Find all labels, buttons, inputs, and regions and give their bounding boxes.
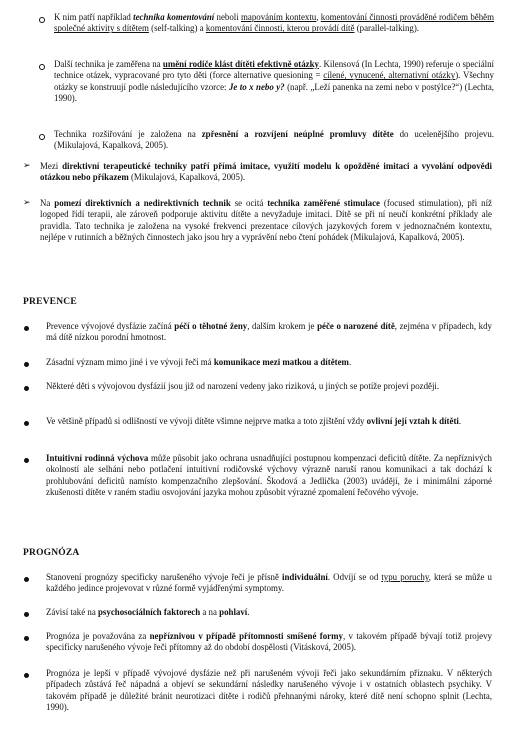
circle-bullet-icon <box>39 61 45 73</box>
paragraph-komentovani: K nim patří například technika komentování neboli mapováním kontextu, komentování činnosti prováděné rodičem běhěm společné aktivity s dítětem (self-talking) a komentování činnosti, kterou provádí dítě (parallel-talking). <box>54 12 494 34</box>
paragraph-prevence-4: Ve většině případů si odlišností ve vývoji dítěte všimne nejprve matka a toto zjištění vždy ovlivní její vztah k dítěti. <box>46 416 462 426</box>
dot-bullet-icon <box>24 359 29 370</box>
dot-bullet-icon <box>24 574 29 585</box>
arrow-bullet-icon: ➢ <box>23 198 31 208</box>
dot-bullet-icon <box>24 609 29 620</box>
heading-prevence: PREVENCE <box>23 297 77 307</box>
paragraph-direktivni: Mezi direktivní terapeutické techniky patří přímá imitace, využití modelu k opožděné imitaci a vyvolání odpovědi otázkou nebo příkazem (Mikulajová, Kapalková, 2005). <box>40 161 492 183</box>
paragraph-prognoza-4: Prognóza je lepší v případě vývojové dysfázie než při narušeném vývoji řeči jako sekundárním příznaku. V některých případech zůstává řeč nápadná a objeví se sekundární následky narušeného vývoje i v ostatních oblastech psychiky. V takovém případě je důležité bránit neurotizaci dítěte i rodičů přehnanými nároky, které dítě není schopno splnit (Lechta, 1990). <box>46 668 492 713</box>
paragraph-otazky: Další technika je zaměřena na umění rodiče klást dítěti efektivně otázky. Kilensová (In Lechta, 1990) referuje o speciální technice otázek, vypracované pro tyto děti (force alternative quesioning = cílené, vynucené, alternativní otázky). Všechny otázky se konstruují podle následujícího vzorce: Je to x nebo y? (např. „Leží panenka na zemi nebo v postýlce?“) (Lechta, 1990). <box>54 59 495 104</box>
paragraph-pomezi: Na pomezí direktivních a nedirektivních technik se ocitá technika zaměřené stimulace (focused stimulation), při níž logoped řídí terapii, ale zároveň podporuje aktivitu dítěte a nevyžaduje imitaci. Dítě se při ní neučí konkrétní příklady ale pravidla. Tato technika je založena na vysoké frekvenci prezentace cílových jazykových forem v jednoznačném kontextu, nejlépe v rutinních a běžných činnostech jako jsou hry a vyprávění nebo čtení pohádek (Mikulajová, Kapalková, 2005). <box>40 198 492 243</box>
dot-bullet-icon <box>24 633 29 644</box>
dot-bullet-icon <box>24 323 29 334</box>
paragraph-prognoza-3: Prognóza je považována za nepříznivou v případě přítomnosti smíšené formy, v takovém případě bývají totiž projevy specificky narušeného vývoje řeči přítomny až do období dospělosti (Vitásková, 2005). <box>46 631 492 653</box>
heading-prognoza: PROGNÓZA <box>23 548 80 558</box>
dot-bullet-icon <box>24 670 29 681</box>
dot-bullet-icon <box>24 383 29 394</box>
circle-bullet-icon <box>39 131 45 143</box>
dot-bullet-icon <box>24 418 29 429</box>
paragraph-prevence-3: Některé děti s vývojovou dysfázií jsou již od narození vedeny jako riziková, u jiných se potíže projeví později. <box>46 381 440 391</box>
paragraph-rozsirovani: Technika rozšiřování je založena na zpřesnění a rozvíjení neúplné promluvy dítěte do ucelenějšího projevu. (Mikulajová, Kapalková, 2005). <box>54 129 494 151</box>
paragraph-prevence-5: Intuitivní rodinná výchova může působit jako ochrana usnadňující postupnou kompenzaci deficitů dítěte. Za nepříznivých okolností ale selhání nebo potlačení intuitivní rodičovské výchovy výrazně naruší ranou komunikaci a tak dochází k prohlubování deficitů namísto kompenzačního zlepšování. Škodová a Jedlička (2003) uvádějí, že i minimální záporné zkušenosti dítěte v raném stadiu osvojování jazyka mohou způsobit výrazné zpomalení řečového vývoje. <box>46 453 492 498</box>
paragraph-prevence-2: Zásadní význam mimo jiné i ve vývoji řeči má komunikace mezi matkou a dítětem. <box>46 357 352 367</box>
paragraph-prevence-1: Prevence vývojové dysfázie začíná péčí o těhotné ženy, dalším krokem je péče o narozené dítě, zejména v případech, kdy má dítě nízkou porodní hmotnost. <box>46 321 492 343</box>
dot-bullet-icon <box>24 455 29 466</box>
circle-bullet-icon <box>39 14 45 26</box>
paragraph-prognoza-1: Stanovení prognózy specificky narušeného vývoje řeči je přísně individuální. Odvíjí se od typu poruchy, která se může u každého jedince projevovat v různé formě vyjádřenými symptomy. <box>46 572 492 594</box>
arrow-bullet-icon: ➢ <box>23 161 31 171</box>
paragraph-prognoza-2: Závisí také na psychosociálních faktorech a na pohlaví. <box>46 607 250 617</box>
